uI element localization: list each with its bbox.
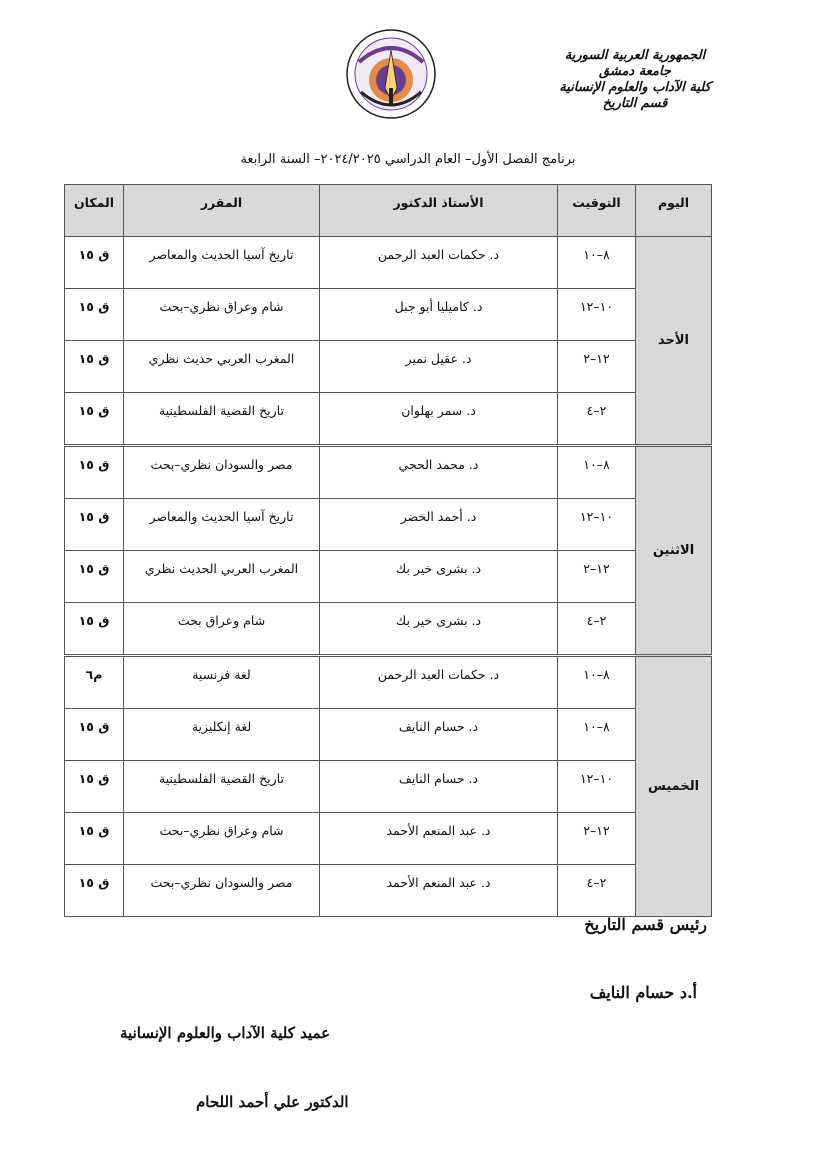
table-row [65, 709, 712, 761]
day-cell-sunday: الأحد [636, 237, 712, 446]
department-head-title: رئيس قسم التاريخ [584, 915, 707, 934]
course-cell: لغة فرنسية [124, 656, 320, 709]
time-cell: ٨–١٠ [558, 709, 636, 761]
schedule-table [64, 184, 712, 917]
course-cell: المغرب العربي حديث نظري [124, 341, 320, 393]
professor-cell: د. حسام النايف [320, 709, 558, 761]
place-cell: ق ١٥ [65, 289, 124, 341]
dean-name: الدكتور علي أحمد اللحام [196, 1093, 349, 1111]
time-cell: ١٠–١٢ [558, 499, 636, 551]
time-cell: ٢–٤ [558, 393, 636, 446]
place-cell: ق ١٥ [65, 393, 124, 446]
professor-cell: د. حكمات العبد الرحمن [320, 656, 558, 709]
place-cell: ق ١٥ [65, 603, 124, 656]
time-cell: ١٢–٢ [558, 551, 636, 603]
course-cell: تاريخ القضية الفلسطينية [124, 393, 320, 446]
header-place: المكان [65, 185, 124, 237]
professor-cell: د. محمد الحجي [320, 446, 558, 499]
time-cell: ٨–١٠ [558, 446, 636, 499]
table-row [65, 656, 712, 709]
place-cell: ق ١٥ [65, 499, 124, 551]
professor-cell: د. أحمد الخضر [320, 499, 558, 551]
time-cell: ٢–٤ [558, 603, 636, 656]
header-line-country: الجمهورية العربية السورية [564, 48, 706, 63]
table-row [65, 499, 712, 551]
professor-cell: د. عبد المنعم الأحمد [320, 865, 558, 917]
course-cell: المغرب العربي الحديث نظري [124, 551, 320, 603]
header-line-department: قسم التاريخ [602, 96, 668, 111]
table-row [65, 446, 712, 499]
course-cell: شام وعراق نظري–بحث [124, 813, 320, 865]
time-cell: ٨–١٠ [558, 656, 636, 709]
time-cell: ١٠–١٢ [558, 761, 636, 813]
damascus-university-seal-icon [345, 28, 437, 120]
course-cell: مصر والسودان نظري–بحث [124, 446, 320, 499]
header-line-faculty: كلية الآداب والعلوم الإنسانية [559, 80, 711, 95]
dean-title: عميد كلية الآداب والعلوم الإنسانية [120, 1024, 331, 1042]
header-professor: الأستاذ الدكتور [320, 185, 558, 237]
table-row [65, 289, 712, 341]
table-row [65, 551, 712, 603]
course-cell: شام وعراق بحث [124, 603, 320, 656]
header-time: التوقيت [558, 185, 636, 237]
course-cell: تاريخ آسيا الحديث والمعاصر [124, 237, 320, 289]
time-cell: ٢–٤ [558, 865, 636, 917]
professor-cell: د. حسام النايف [320, 761, 558, 813]
header-line-university: جامعة دمشق [599, 64, 671, 79]
course-cell: مصر والسودان نظري–بحث [124, 865, 320, 917]
professor-cell: د. عقيل نمير [320, 341, 558, 393]
header-day: اليوم [636, 185, 712, 237]
table-row [65, 237, 712, 289]
place-cell: ق ١٥ [65, 551, 124, 603]
table-row [65, 865, 712, 917]
place-cell: ق ١٥ [65, 813, 124, 865]
document-title: برنامج الفصل الأول– العام الدراسي ٢٠٢٤/٢٠٢٥– السنة الرابعة [240, 152, 576, 167]
institution-header [535, 48, 735, 112]
place-cell: ق ١٥ [65, 761, 124, 813]
header-course: المقرر [124, 185, 320, 237]
table-header-row [65, 185, 712, 237]
course-cell: شام وعراق نظري–بحث [124, 289, 320, 341]
professor-cell: د. بشرى خير بك [320, 551, 558, 603]
time-cell: ١٢–٢ [558, 341, 636, 393]
place-cell: ق ١٥ [65, 709, 124, 761]
place-cell: ق ١٥ [65, 237, 124, 289]
course-cell: تاريخ القضية الفلسطينية [124, 761, 320, 813]
table-row [65, 761, 712, 813]
professor-cell: د. عبد المنعم الأحمد [320, 813, 558, 865]
course-cell: تاريخ آسيا الحديث والمعاصر [124, 499, 320, 551]
table-row [65, 603, 712, 656]
place-cell: ق ١٥ [65, 341, 124, 393]
place-cell: م٦ [65, 656, 124, 709]
professor-cell: د. بشرى خير بك [320, 603, 558, 656]
time-cell: ١٢–٢ [558, 813, 636, 865]
table-row [65, 813, 712, 865]
day-cell-thursday: الخميس [636, 656, 712, 917]
professor-cell: د. حكمات العبد الرحمن [320, 237, 558, 289]
time-cell: ٨–١٠ [558, 237, 636, 289]
table-row [65, 341, 712, 393]
time-cell: ١٠–١٢ [558, 289, 636, 341]
course-cell: لغة إنكليزية [124, 709, 320, 761]
day-cell-monday: الاثنين [636, 446, 712, 656]
place-cell: ق ١٥ [65, 446, 124, 499]
department-head-name: أ.د حسام النايف [589, 983, 697, 1002]
professor-cell: د. كاميليا أبو جبل [320, 289, 558, 341]
table-row [65, 393, 712, 446]
place-cell: ق ١٥ [65, 865, 124, 917]
professor-cell: د. سمر بهلوان [320, 393, 558, 446]
